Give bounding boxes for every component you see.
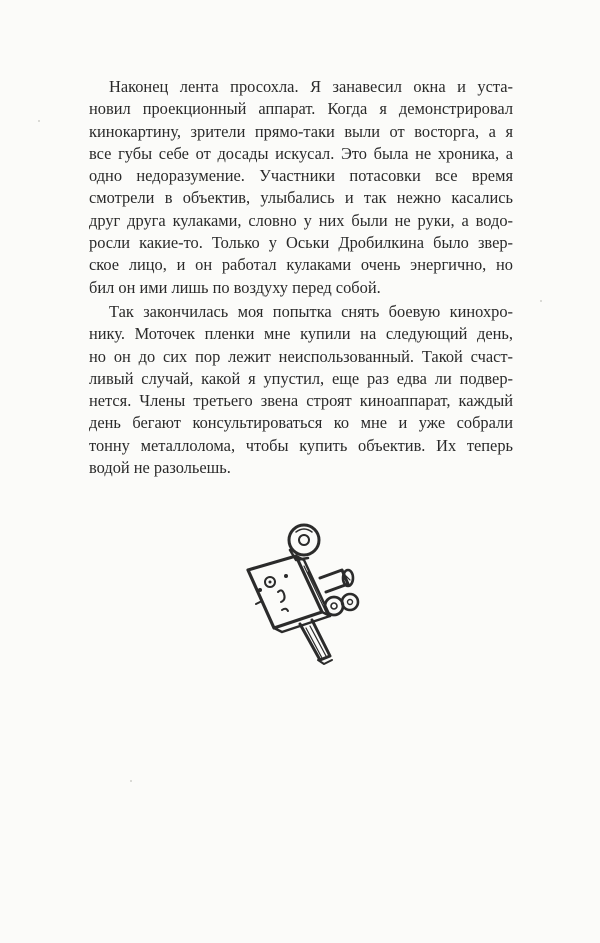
text-line: кинокартину, зрители прямо-таки выли от восторга, а я xyxy=(89,121,513,141)
text-line: водой не разольешь. xyxy=(89,458,231,478)
text-line: ское лицо, и он работал кулаками очень энергично, но xyxy=(89,255,513,275)
text-line: бил он ими лишь по воздуху перед собой. xyxy=(89,277,381,297)
text-line: Наконец лента просохла. Я занавесил окна и уста- xyxy=(109,77,513,96)
text-line: росли какие-то. Только у Оськи Дробилкина было звер- xyxy=(89,233,513,253)
paper-speck xyxy=(130,780,132,782)
paragraph-1 xyxy=(89,76,513,299)
text-line: смотрели в объектив, улыбались и так нежно касались xyxy=(89,188,513,208)
text-line: друг друга кулаками, словно у них были не руки, а водо- xyxy=(89,210,513,230)
body-text xyxy=(89,76,513,479)
text-line: новил проекционный аппарат. Когда я демонстрировал xyxy=(89,99,513,119)
text-line: ливый случай, какой я упустил, еще раз едва ли подвер- xyxy=(89,368,513,388)
text-line: нику. Моточек пленки мне купили на следующий день, xyxy=(89,324,513,344)
movie-camera-illustration xyxy=(238,520,366,666)
paragraph-2 xyxy=(89,301,513,479)
text-line: все губы себе от досады искусал. Это была не хроника, а xyxy=(89,143,513,163)
text-line: Так закончилась моя попытка снять боевую кинохро- xyxy=(109,301,513,321)
paper-speck xyxy=(38,120,40,122)
movie-camera-icon xyxy=(238,520,366,666)
text-line: день бегают консультироваться ко мне и уже собрали xyxy=(89,413,513,433)
text-line: одно недоразумение. Участники потасовки все время xyxy=(89,166,513,186)
text-line: тонну металлолома, чтобы купить объектив. Их теперь xyxy=(89,435,513,455)
text-line: но он до сих пор лежит неиспользованный. Такой счаст- xyxy=(89,346,513,366)
paper-speck xyxy=(540,300,542,302)
text-line: нется. Члены третьего звена строят киноаппарат, каждый xyxy=(89,391,513,411)
